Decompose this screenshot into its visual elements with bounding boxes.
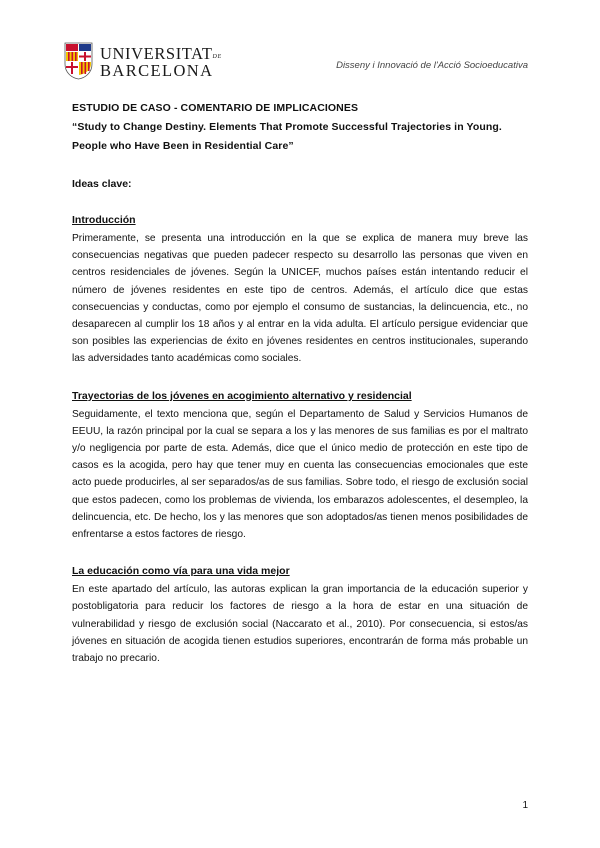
- section-body-educacion: En este apartado del artículo, las autoras explican la gran importancia de la educación superior y postobligatoria para reducir los factores de riesgo a la hora de estar en una situación de vulnerabilidad y riesgo de exclusión social (Naccarato et al., 2010). Por consecuencia, si estos/as jóvenes en situación de acogida tienen estudios superiores, encontrarán de forma más probable un trabajo no precario.: [72, 584, 528, 665]
- document-title: ESTUDIO DE CASO - COMENTARIO DE IMPLICACIONES: [72, 102, 359, 114]
- section-body-trayectorias: Seguidamente, el texto menciona que, según el Departamento de Salud y Servicios Humanos de EEUU, la razón principal por la cual se separa a los y las menores de sus familias es por el maltrato y/o negligencia por parte de esta. Además, dice que el único medio de protección en este tipo de casos es la acogida, pero hay que tener muy en cuenta las consecuencias emocionales que este acto puede producirles, al ser separados/as de sus familias. Sobre todo, el riesgo de exclusión social que estos padecen, como los problemas de vivienda, los embarazos adolescentes, el desempleo, la delincuencia, etc. De hecho, los y las menores que son adoptados/as tienen menos posibilidades de enfrentarse a estos factores de riesgo.: [72, 408, 528, 541]
- page-number: 1: [522, 800, 528, 811]
- document-subtitle: “Study to Change Destiny. Elements That Promote Successful Trajectories in Young. People who Have Been in Residential Care”: [72, 121, 502, 152]
- logo-de-word: DE: [212, 54, 222, 60]
- section-heading-trayectorias: Trayectorias de los jóvenes en acogimiento alternativo y residencial: [72, 389, 412, 402]
- header-course-name: Disseny i Innovació de l'Acció Socioeducativa: [336, 60, 528, 71]
- section-heading-educacion: La educación como vía para una vida mejor: [72, 565, 290, 578]
- university-shield-icon: [64, 42, 93, 80]
- ideas-heading: Ideas clave:: [72, 178, 132, 190]
- section-heading-introduccion: Introducción: [72, 214, 136, 226]
- university-logo: [64, 42, 224, 82]
- document-body: [72, 100, 528, 667]
- logo-text-line2: BARCELONA: [100, 61, 214, 80]
- logo-university-word: UNIVERSITAT: [100, 44, 213, 63]
- section-body-introduccion: Primeramente, se presenta una introducción en la que se explica de manera muy breve las consecuencias negativas que pueden padecer respecto su desarrollo las personas que viven en centros residenciales de jóvenes. Según la UNICEF, muchos países están intentando reducir el número de jóvenes residentes en este tipo de centros. Además, el artículo dice que estas consecuencias y conductas, como por ejemplo el consumo de sustancias, la delincuencia, etc., no desaparecen al cumplir los 18 años y al entrar en la vida adulta. El artículo persigue evidenciar que son posibles las experiencias de éxito en jóvenes residentes en centros institucionales, superando las adversidades tanto académicas como sociales.: [72, 233, 528, 365]
